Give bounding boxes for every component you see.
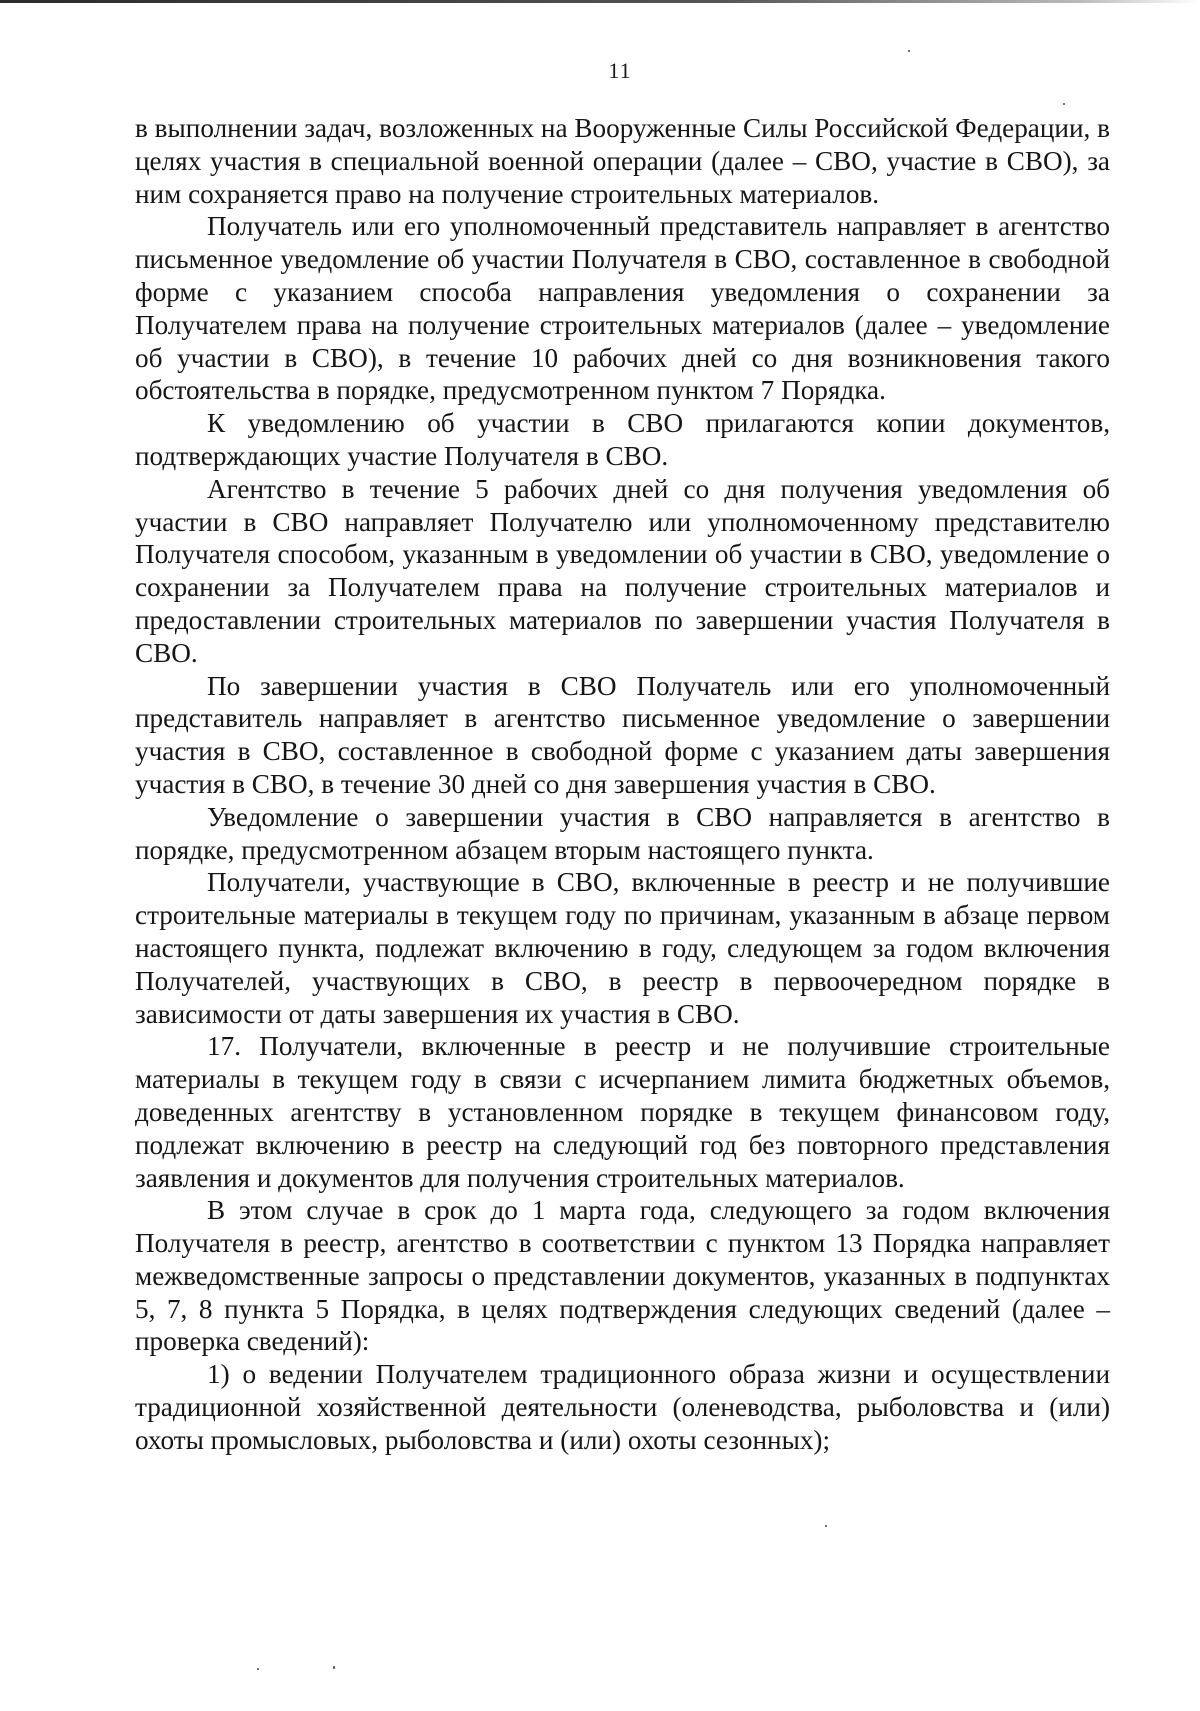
paragraph: Уведомление о завершении участия в СВО направляется в агентство в порядке, предусмотренном абзацем вторым настоящего пункта. [135,801,1110,865]
paragraph-section-17: 17. Получатели, включенные в реестр и не получившие строительные материалы в текущем году в связи с исчерпанием лимита бюджетных объемов, доведенных агентству в установленном порядке в текущем финансовом году, подлежат включению в реестр на следующий год без повторного представления заявления и документов для получения строительных материалов. [135,1031,1110,1193]
document-body [135,112,1110,1457]
paragraph: Получатель или его уполномоченный представитель направляет в агентство письменное уведомление об участии Получателя в СВО, составленное в свободной форме с указанием способа направления уведомления о сохранении за Получателем права на получение строительных материалов (далее – уведомление об участии в СВО), в течение 10 рабочих дней со дня возникновения такого обстоятельства в порядке, предусмотренном пунктом 7 Порядка. [135,211,1110,406]
paragraph: К уведомлению об участии в СВО прилагаются копии документов, подтверждающих участие Получателя в СВО. [135,408,1110,471]
paragraph-continuation: в выполнении задач, возложенных на Вооруженные Силы Российской Федерации, в целях участия в специальной военной операции (далее – СВО, участие в СВО), за ним сохраняется право на получение строительных материалов. [135,113,1110,209]
paragraph: По завершении участия в СВО Получатель или его уполномоченный представитель направляет в агентство письменное уведомление о завершении участия в СВО, составленное в свободной форме с указанием даты завершения участия в СВО, в течение 30 дней со дня завершения участия в СВО. [135,670,1110,799]
paragraph: В этом случае в срок до 1 марта года, следующего за годом включения Получателя в реестр, агентство в соответствии с пунктом 13 Порядка направляет межведомственные запросы о представлении документов, указанных в подпунктах 5, 7, 8 пункта 5 Порядка, в целях подтверждения следующих сведений (далее – проверка сведений): [135,1195,1110,1357]
scan-speck [908,50,910,52]
scan-speck [1063,103,1065,105]
page-number: 11 [608,58,632,83]
scan-speck [825,1525,827,1527]
paragraph-list-item-1: 1) о ведении Получателем традиционного образа жизни и осуществлении традиционной хозяйственной деятельности (оленеводства, рыболовства и (или) охоты промысловых, рыболовства и (или) охоты сезонных); [135,1359,1110,1455]
scan-edge-line [0,0,1200,3]
scan-speck [333,1666,335,1669]
paragraph: Агентство в течение 5 рабочих дней со дня получения уведомления об участии в СВО направляет Получателю или уполномоченному представителю Получателя способом, указанным в уведомлении об участии в СВО, уведомление о сохранении за Получателем права на получение строительных материалов и предоставлении строительных материалов по завершении участия Получателя в СВО. [135,473,1110,668]
scan-speck [257,1668,259,1670]
paragraph: Получатели, участвующие в СВО, включенные в реестр и не получившие строительные материалы в текущем году по причинам, указанным в абзаце первом настоящего пункта, подлежат включению в году, следующем за годом включения Получателей, участвующих в СВО, в реестр в первоочередном порядке в зависимости от даты завершения их участия в СВО. [135,867,1110,1029]
